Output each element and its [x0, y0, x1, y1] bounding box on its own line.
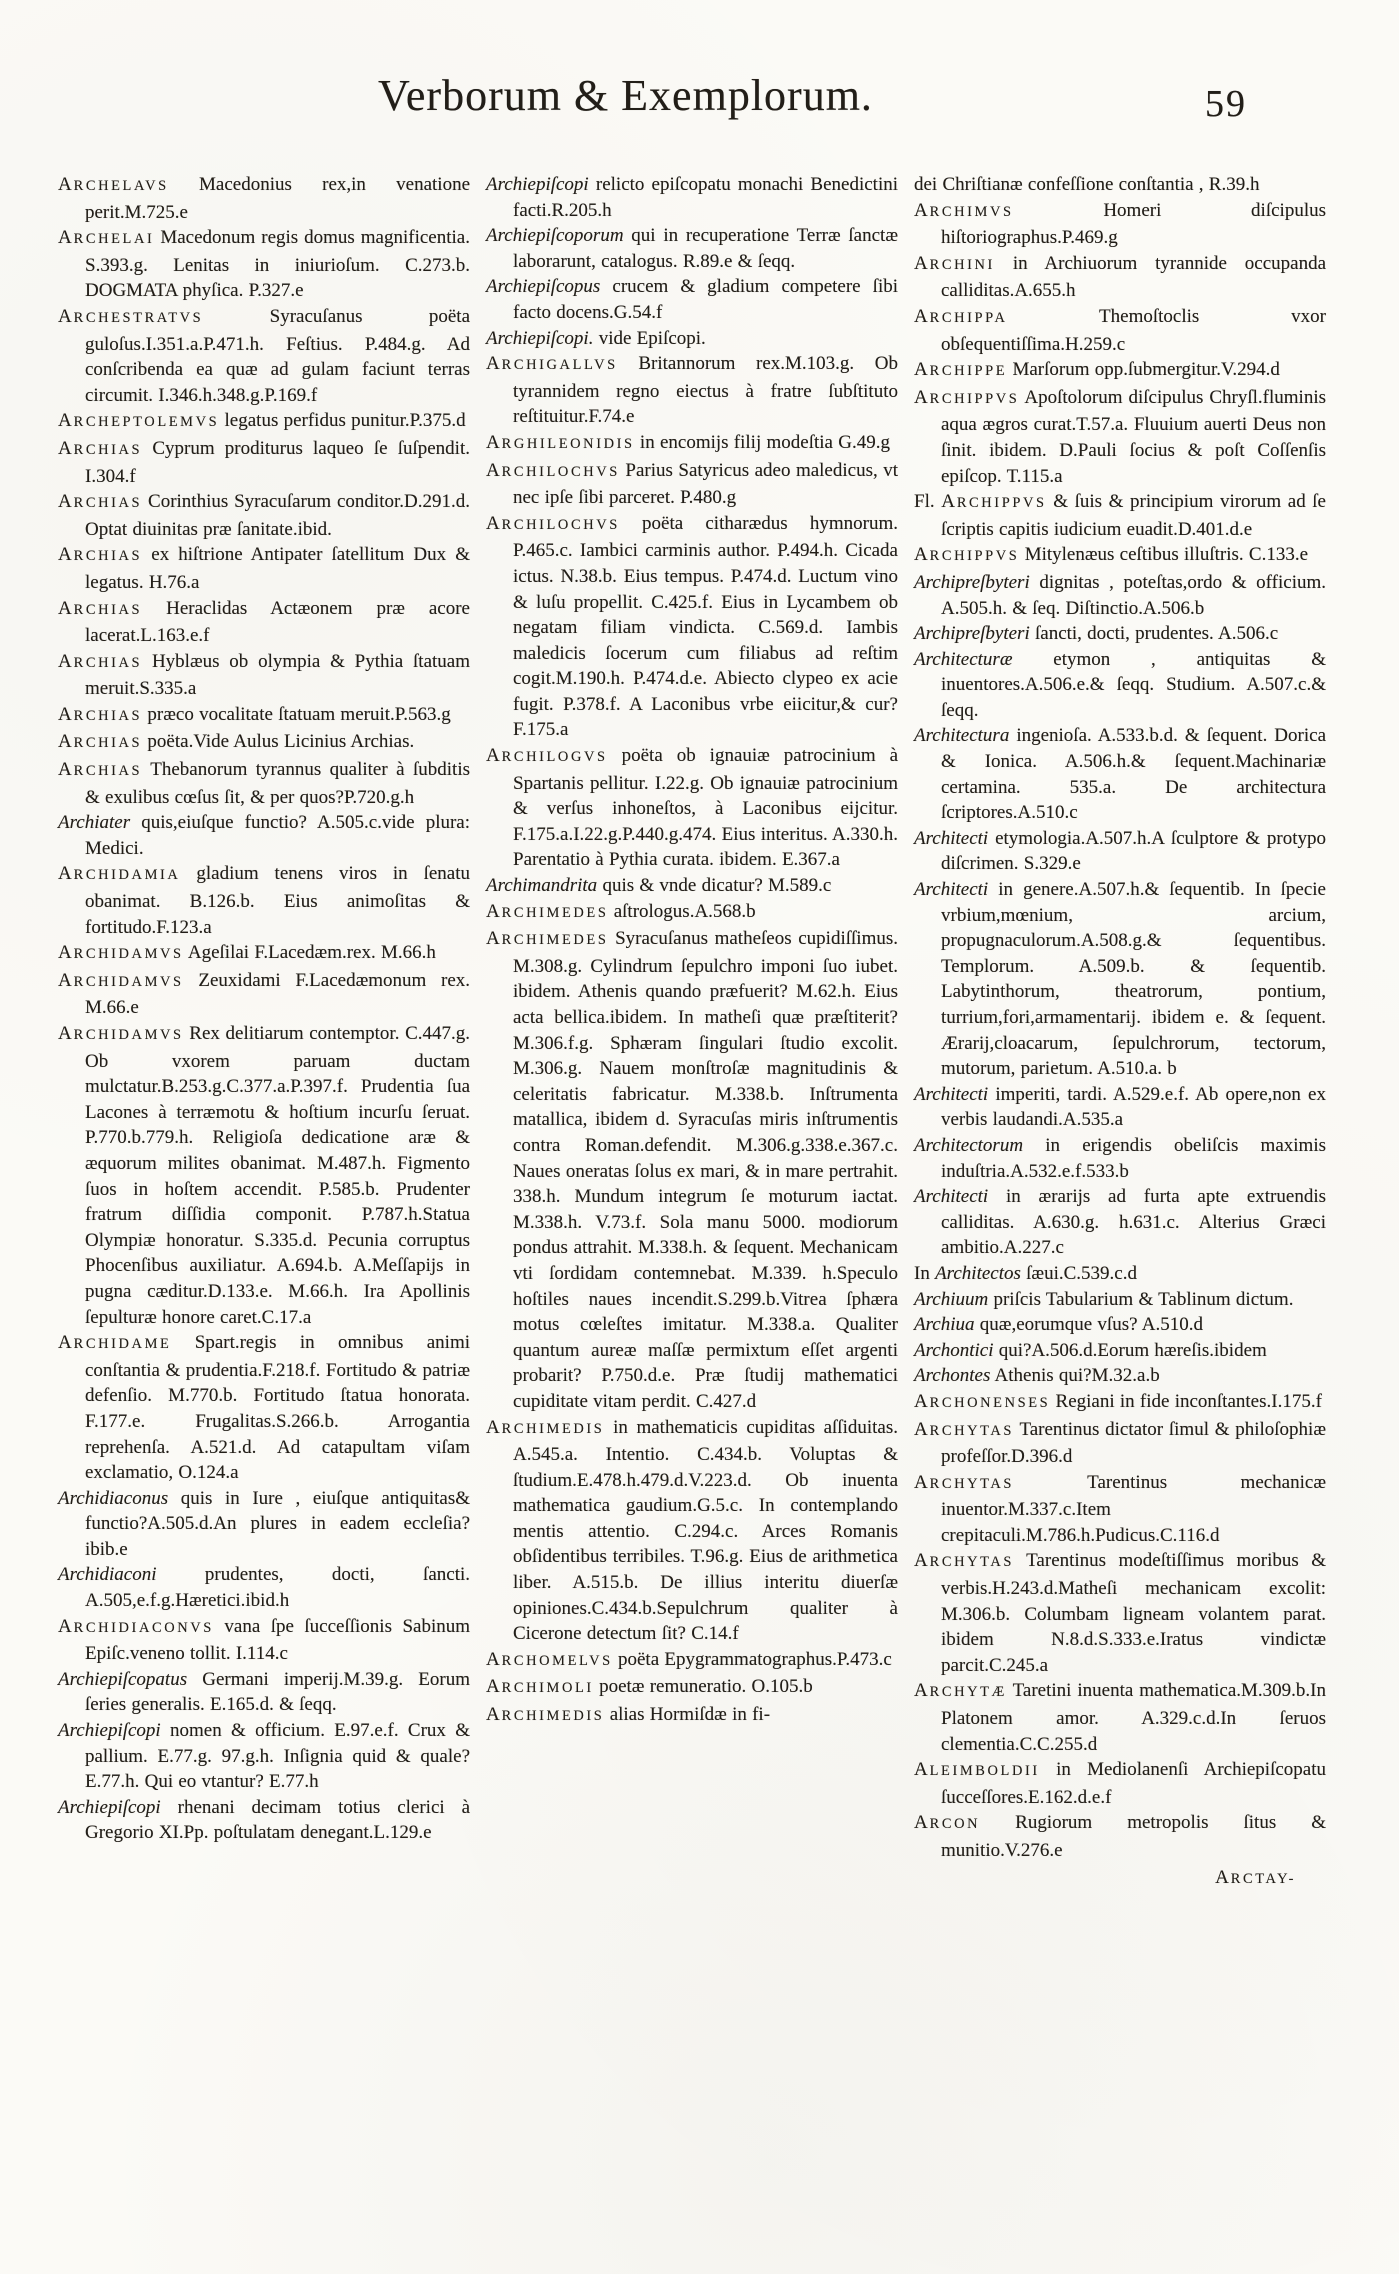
entry-text: aſtrologus.A.568.b — [613, 900, 756, 922]
entry-headword: ARCHIMVS — [914, 199, 1014, 221]
entry-text: in Mediolanenſi Archiepiſcopatu ſucceſſores.E.162.d.e.f — [941, 1759, 1327, 1808]
index-entry — [58, 702, 470, 730]
index-entry — [486, 326, 898, 352]
index-entry — [58, 1021, 470, 1330]
entry-text: Marſorum opp.ſubmergitur.V.294.d — [1012, 359, 1280, 381]
index-entry — [486, 926, 898, 1414]
index-entry — [486, 899, 898, 927]
entry-text: & ſuis & principium virorum ad ſe ſcriptis capitis iudicium euadit.D.401.d.e — [941, 491, 1326, 540]
index-column-1 — [58, 172, 470, 1892]
entry-text: poëta.Vide Aulus Licinius Archias. — [147, 731, 415, 753]
entry-headword: ARCHIAS — [58, 650, 143, 672]
index-entry — [58, 968, 470, 1021]
entry-headword: Archiater — [58, 812, 131, 834]
entry-headword: ALEIMBOLDII — [914, 1759, 1040, 1781]
entry-headword: ARCHIDAME — [58, 1332, 172, 1354]
entry-text: quis in Iure , eiuſque antiquitas& functio?A.505.d.An plures in eadem eccleſia?ibib.e — [85, 1487, 471, 1560]
entry-text: Regiani in fide inconſtantes.I.175.f — [1055, 1390, 1322, 1412]
entry-text: Ageſilai F.Lacedæm.rex. M.66.h — [187, 942, 436, 964]
entry-headword: ARCHIAS — [58, 437, 143, 459]
index-entry — [914, 1082, 1326, 1133]
index-entry — [58, 1330, 470, 1486]
entry-text: quis & vnde dicatur? M.589.c — [602, 875, 832, 897]
entry-text: in mathematicis cupiditas aſſiduitas. A.545.a. Intentio. C.434.b. Voluptas & ſtudium.E.478.h.479.d.V.223.d. Ob inuenta mathematica gaudium.G.5.c. In contemplando mentis attentio. C.294.c. Arces Romanis obſidentibus terribiles. T.96.g. Eius de arithmetica liber. A.515.b. De illius interitu diuerſæ opiniones.C.434.b.Sepulchrum qualiter à Cicerone detectum ſit? C.14.f — [513, 1416, 898, 1645]
entry-text: Apoſtolorum diſcipulus Chryſl.fluminis aqua ægros curat.T.57.a. Fluuium auerti Deus non ſinit. ibidem. D.Pauli ſocius & poſt Coſſenſis epiſcop. T.115.a — [941, 386, 1326, 487]
index-entry — [58, 225, 470, 304]
entry-headword: ARCON — [914, 1812, 981, 1834]
entry-headword: ARCHELAVS — [58, 174, 169, 195]
entry-headword: Archipreſbyteri — [914, 623, 1030, 645]
index-entry — [58, 408, 470, 436]
entry-text: præco vocalitate ſtatuam meruit.P.563.g — [147, 703, 451, 725]
entry-headword: ARCTAY- — [1215, 1866, 1296, 1888]
entry-headword: Architecti — [914, 1083, 989, 1105]
index-entry — [914, 1810, 1326, 1863]
entry-text: Tarentinus dictator ſimul & philoſophiæ profeſſor.D.396.d — [941, 1418, 1326, 1468]
entry-text: poëta ob ignauiæ patrocinium à Spartanis pellitur. I.22.g. Ob ignauiæ patrocinium & verſus inhoneſtos, à Laconibus eijcitur. F.175.a.I.22.g.P.440.g.474. Eius interitus. A.330.h. Parentatio à Pythia curata. ibidem. E.367.a — [513, 745, 898, 871]
index-entry — [914, 723, 1326, 825]
entry-headword: ARCHIDIACONVS — [58, 1615, 214, 1637]
index-entry — [486, 458, 898, 511]
entry-text: in erigendis obeliſcis maximis induſtria.A.532.e.f.533.b — [941, 1134, 1327, 1182]
entry-headword: ARCHIAS — [58, 491, 143, 513]
entry-text: imperiti, tardi. A.529.e.f. Ab opere,non ex verbis laudandi.A.535.a — [941, 1083, 1326, 1131]
index-entry — [486, 743, 898, 873]
index-entry — [914, 1363, 1326, 1389]
index-entry — [914, 172, 1326, 198]
entry-text: Zeuxidami F.Lacedæmonum rex. M.66.e — [85, 969, 471, 1019]
entry-text: ſæui.C.539.c.d — [1026, 1262, 1137, 1284]
entry-headword: Architecti — [914, 879, 989, 901]
entry-text: ingenioſa. A.533.b.d. & ſequent. Dorica & Ionica. A.506.h.& ſequent.Machinariæ certamina. 535.a. De architectura ſcriptores.A.510.c — [941, 725, 1326, 824]
entry-text: poëta citharædus hymnorum. P.465.c. Iambici carminis author. P.494.h. Cicada ictus. N.38.b. Eius tempus. P.474.d. Luctum vino & luſu propellit. C.425.f. Eius in Lycambem ob negatam filiam vindicta. C.569.d. Iambis maledicis ſocerum cum filiabus ad reſtim cogit.M.190.h. P.474.d.e. Abiecto clypeo ex acie fugit. P.378.f. A Laconibus vrbe eiicitur,& cur? F.175.a — [513, 512, 898, 741]
index-entry — [58, 489, 470, 542]
entry-text: Cyprum proditurus laqueo ſe ſuſpendit. I.304.f — [85, 437, 470, 487]
index-entry — [58, 436, 470, 489]
entry-text: Hyblæus ob olympia & Pythia ſtatuam meruit.S.335.a — [85, 650, 471, 700]
entry-text: Syracuſanus poëta guloſus.I.351.a.P.471.h. Feſtius. P.484.g. Ad conſcribenda ea quæ ad gulam faciunt terras circumit. I.346.h.348.g.P.169.f — [85, 305, 471, 406]
index-entry — [914, 1184, 1326, 1261]
entry-text: quis,eiuſque functio? A.505.c.vide plura: Medici. — [85, 812, 471, 859]
entry-headword: ARCHIMEDIS — [486, 1704, 605, 1726]
entry-text: crucem & gladium competere ſibi facto docens.G.54.f — [513, 276, 898, 323]
entry-text: Heraclidas Actæonem præ acore lacerat.L.163.e.f — [85, 597, 470, 647]
entry-headword: ARCHYTAS — [914, 1418, 1015, 1440]
entry-headword: Architectura — [914, 725, 1010, 747]
entry-text: vana ſpe ſucceſſionis Sabinum Epiſc.veneno tollit. I.114.c — [85, 1615, 470, 1665]
index-entry — [486, 223, 898, 274]
entry-headword: Archiepiſcopatus — [58, 1668, 188, 1690]
index-entry — [58, 1795, 470, 1846]
index-entry — [914, 1338, 1326, 1364]
entry-text: Mitylenæus ceſtibus illuſtris. C.133.e — [1024, 544, 1309, 566]
entry-headword: ARCHIPPVS — [914, 544, 1020, 566]
index-entry — [58, 1562, 470, 1613]
entry-text: in genere.A.507.h.& ſequentib. In ſpecie vrbium,mœnium, arcium, propugnaculorum.A.508.g.& ſequentibus. Templorum. A.509.b. & ſequentib. Labytinthorum, theatrorum, pontium, turrium,fori,armamentarij. ibidem e. & ſequent. Ærarij,cloacarum, ſepulchrorum, tectorum, mutorum, parietum. A.510.a. b — [941, 879, 1326, 1080]
entry-headword: Archontici — [914, 1339, 994, 1361]
entry-headword: ARCHYTAS — [914, 1471, 1015, 1493]
entry-text: quæ,eorumque vſus? A.510.d — [979, 1314, 1203, 1336]
index-entry — [914, 1678, 1326, 1757]
entry-text: Tarentinus mechanicæ inuentor.M.337.c.Item crepitaculi.M.786.h.Pudicus.C.116.d — [941, 1471, 1326, 1546]
entry-text: Themoſtoclis vxor obſequentiſſima.H.259.c — [941, 305, 1326, 355]
entry-headword: Architectorum — [914, 1134, 1024, 1156]
entry-text: qui in recuperatione Terræ ſanctæ laborarunt, catalogus. R.89.e & ſeqq. — [513, 225, 898, 272]
entry-headword: ARCHIGALLVS — [486, 353, 618, 375]
entry-headword: ARCHIAS — [58, 597, 143, 619]
index-entry — [58, 1667, 470, 1718]
entry-text: nomen & officium. E.97.e.f. Crux & pallium. E.77.g. 97.g.h. Inſignia quid & quale? E.77.h. Qui eo vtantur? E.77.h — [85, 1720, 471, 1793]
entry-headword: ARCHIPPE — [914, 359, 1008, 381]
index-entry — [486, 873, 898, 899]
entry-headword: ARCHIPPVS — [914, 386, 1020, 408]
index-entry — [486, 1647, 898, 1675]
entry-headword: ARCHIAS — [58, 703, 143, 725]
entry-headword: ARCHIAS — [58, 544, 143, 566]
index-entry — [914, 1389, 1326, 1417]
index-entry — [486, 511, 898, 743]
entry-headword: Archontes — [914, 1365, 991, 1387]
entry-headword: Architecti — [914, 1186, 989, 1208]
entry-headword: Architecturæ — [914, 648, 1013, 670]
entry-headword: ARCHIMEDES — [486, 928, 609, 950]
entry-text: Corinthius Syracuſarum conditor.D.291.d. Optat diuinitas præ ſanitate.ibid. — [85, 491, 470, 540]
index-entry — [914, 1312, 1326, 1338]
entry-headword: ARCHYTÆ — [914, 1680, 1007, 1702]
entry-headword: ARCHOMELVS — [486, 1648, 613, 1670]
catchword — [914, 1865, 1326, 1893]
index-entry — [914, 542, 1326, 570]
entry-text: relicto epiſcopatu monachi Benedictini facti.R.205.h — [513, 174, 898, 221]
index-entry — [486, 430, 898, 458]
entry-text: gladium tenens viros in ſenatu obanimat. B.126.b. Eius animoſitas & fortitudo.F.123.a — [85, 863, 471, 938]
index-entry: Fl. ARCHIPPVS & ſuis & principium virorum ad ſe ſcriptis capitis iudicium euadit.D.401.d.e — [914, 491, 1326, 540]
entry-text: Tarentinus modeſtiſſimus moribus & verbis.H.243.d.Matheſi mechanicam excolit: M.306.b. Columbam ligneam volantem parat. ibidem N.8.d.S.333.e.Iratus vindictæ parcit.C.245.a — [941, 1550, 1326, 1676]
entry-headword: ARGHILEONIDIS — [486, 431, 635, 453]
index-entry — [58, 757, 470, 810]
index-entry — [914, 570, 1326, 621]
index-column-2 — [486, 172, 898, 1892]
index-entry — [914, 304, 1326, 357]
index-entry — [914, 251, 1326, 304]
entry-text: in ærarijs ad furta apte extruendis calliditas. A.630.g. h.631.c. Alterius Græci ambitio.A.227.c — [941, 1186, 1326, 1259]
entry-headword: ARCHIDAMVS — [58, 942, 184, 964]
entry-text: Homeri diſcipulus hiſtoriographus.P.469.g — [941, 199, 1326, 249]
entry-text: Macedonius rex,in venatione perit.M.725.e — [85, 174, 471, 223]
index-entry — [58, 542, 470, 595]
entry-headword: ARCHELAI — [58, 227, 155, 249]
index-entry — [486, 1415, 898, 1647]
entry-headword: Archipreſbyteri — [914, 571, 1030, 593]
index-entry — [914, 385, 1326, 489]
entry-headword: ARCHIDAMIA — [58, 863, 181, 885]
entry-headword: ARCHILOCHVS — [486, 512, 620, 534]
entry-text: Germani imperij.M.39.g. Eorum ſeries generalis. E.165.d. & ſeqq. — [85, 1668, 470, 1716]
entry-headword: Architectos — [935, 1262, 1021, 1284]
entry-headword: ARCHESTRATVS — [58, 305, 204, 327]
index-entry — [58, 596, 470, 649]
entry-headword: ARCHILOGVS — [486, 745, 608, 767]
entry-headword: Archiepiſcoporum — [486, 225, 624, 247]
entry-text: ex hiſtrione Antipater ſatellitum Dux & legatus. H.76.a — [85, 544, 470, 593]
index-entry — [914, 826, 1326, 877]
index-entry — [486, 351, 898, 430]
index-entry — [914, 357, 1326, 385]
index-entry — [58, 940, 470, 968]
index-entry — [486, 1674, 898, 1702]
index-columns — [58, 172, 1326, 1892]
entry-text: vide Epiſcopi. — [598, 327, 706, 349]
index-entry: In Architectos ſæui.C.539.c.d — [914, 1262, 1137, 1284]
entry-text: legatus perfidus punitur.P.375.d — [224, 410, 466, 432]
index-entry — [58, 172, 470, 225]
entry-text: Macedonum regis domus magnificentia. S.393.g. Lenitas in iniurioſum. C.273.b. DOGMATA phyſica. P.327.e — [85, 227, 470, 302]
index-entry — [58, 861, 470, 940]
entry-text: Spart.regis in omnibus animi conſtantia & prudentia.F.218.f. Fortitudo & patriæ defenſio. M.770.b. Fortitudo ſtatua honorata. F.177.e. Frugalitas.S.266.b. Arrogantia reprehenſa. A.521.d. Ad catapultam viſam exclamatio, O.124.a — [85, 1332, 470, 1484]
entry-headword: ARCHIAS — [58, 759, 143, 781]
index-entry — [914, 1548, 1326, 1678]
entry-headword: Archiepiſcopus — [486, 276, 601, 298]
entry-headword: Archiepiſcopi — [58, 1796, 161, 1818]
entry-headword: Archidiaconi — [58, 1564, 157, 1586]
entry-headword: ARCHIPPA — [914, 305, 1008, 327]
index-entry — [914, 877, 1326, 1082]
entry-headword: ARCHEPTOLEMVS — [58, 410, 220, 432]
entry-headword: Archiepiſcopi — [486, 174, 589, 195]
entry-headword: ARCHIDAMVS — [58, 1023, 184, 1044]
entry-headword: Archiepiſcopi. — [486, 327, 594, 349]
entry-text: Thebanorum tyrannus qualiter à ſubditis & exulibus cœſus ſit, & per quos?P.720.g.h — [85, 759, 470, 808]
index-entry — [914, 621, 1326, 647]
entry-text: Parius Satyricus adeo maledicus, vt nec ipſe ſibi parceret. P.480.g — [513, 459, 898, 509]
entry-headword: ARCHONENSES — [914, 1390, 1051, 1412]
entry-headword: Architecti — [914, 827, 989, 849]
entry-text: Taretini inuenta mathematica.M.309.b.In Platonem amor. A.329.c.d.In ſeruos clementia.C.C.255.d — [941, 1680, 1326, 1755]
entry-text: dei Chriſtianæ confeſſione conſtantia , R.39.h — [914, 174, 1260, 195]
index-entry — [58, 1718, 470, 1795]
entry-headword: ARCHIDAMVS — [58, 969, 184, 991]
index-entry — [58, 304, 470, 408]
entry-text: etymon , antiquitas & inuentores.A.506.e.& ſeqq. Studium. A.507.c.& ſeqq. — [941, 648, 1326, 721]
index-entry — [914, 1757, 1326, 1810]
entry-headword: ARCHIAS — [58, 731, 143, 753]
entry-text: poetæ remuneratio. O.105.b — [599, 1676, 813, 1698]
entry-text: Rex delitiarum contemptor. C.447.g. Ob vxorem paruam ductam mulctatur.B.253.g.C.377.a.P.397.f. Prudentia ſua Lacones à terræmotu & hoſtium incurſu ſeruat. P.770.b.779.h. Religioſa dedicatione aræ & æquorum milites obanimat. M.487.h. Figmento ſuos in hoſtem accendit. P.585.b. Prudenter fratrum diſſidia componit. P.787.h.Statua Olympiæ honoratur. S.335.d. Pecunia corruptus Phocenſibus auxiliatur. A.694.b. A.Meſſapijs in pugna cæditur.D.133.e. M.66.h. Ira Apollinis ſepulturæ honore caret.C.17.a — [85, 1023, 470, 1328]
index-entry — [58, 810, 470, 861]
entry-headword: Archimandrita — [486, 875, 598, 897]
index-entry — [914, 1470, 1326, 1549]
entry-headword: Archiua — [914, 1314, 975, 1336]
index-entry — [914, 1287, 1326, 1313]
entry-headword: ARCHYTAS — [914, 1550, 1015, 1572]
index-entry — [486, 172, 898, 223]
entry-text: rhenani decimam totius clerici à Gregorio XI.Pp. poſtulatam denegant.L.129.e — [85, 1796, 471, 1844]
index-entry — [58, 649, 470, 702]
entry-text: priſcis Tabularium & Tablinum dictum. — [993, 1288, 1294, 1310]
entry-text: Rugiorum metropolis ſitus & munitio.V.276.e — [941, 1812, 1327, 1861]
index-entry — [58, 729, 470, 757]
entry-headword: Archiepiſcopi — [58, 1720, 161, 1742]
index-entry — [914, 1417, 1326, 1470]
entry-headword: Archiuum — [914, 1288, 989, 1310]
index-entry — [914, 1133, 1326, 1184]
entry-headword: ARCHIMEDES — [486, 900, 609, 922]
entry-text: prudentes, docti, ſancti. A.505,e.f.g.Hæretici.ibid.h — [85, 1564, 471, 1612]
entry-text: ſancti, docti, prudentes. A.506.c — [1034, 623, 1279, 645]
entry-text: qui?A.506.d.Eorum hæreſis.ibidem — [998, 1339, 1267, 1361]
entry-headword: ARCHIPPVS — [941, 491, 1047, 513]
index-entry — [486, 274, 898, 325]
entry-text: dignitas , poteſtas,ordo & officium. A.505.h. & ſeq. Diſtinctio.A.506.b — [941, 571, 1327, 619]
entry-text: Syracuſanus matheſeos cupidiſſimus. M.308.g. Cylindrum ſepulchro imponi ſuo iubet. ibidem. Athenis quando præfuerit? M.62.h. Eius acta bellica.ibidem. In matheſi quæ præſtiterit? M.306.f.g. Sphæram ſingulari ſtudio excolit. M.306.g. Nauem monſtroſæ magnitudinis & celeritatis fabricatur. M.338.b. Inſtrumenta matallica, ibidem d. Syracuſas miris inſtrumentis contra Roman.defendit. M.306.g.338.e.367.c. Naues oneratas ſolus ex mari, & in mare pertrahit. 338.h. Mundum integrum ſe moturum iactat. M.338.h. V.73.f. Sola manu 5000. modiorum pondus attrahit. M.338.h. & ſequent. Mechanicam vti ſordidam contemnebat. M.339. h.Speculo hoſtiles naues incendit.S.299.b.Vitrea ſphæra motus cœleſtes imitatur. M.338.a. Qualiter quantum aureæ maſſæ permixtum eſſet argenti probarit? P.750.d.e. Præ ſtudij mathematici cupiditate vitam perdit. C.427.d — [513, 928, 899, 1412]
entry-text: poëta Epygrammatographus.P.473.c — [618, 1648, 892, 1670]
entry-headword: Archidiaconus — [58, 1487, 169, 1509]
entry-headword: ARCHIMOLI — [486, 1676, 594, 1698]
entry-headword: ARCHILOCHVS — [486, 459, 620, 481]
page-number: 59 — [1205, 83, 1247, 125]
index-entry — [914, 198, 1326, 251]
index-entry — [58, 1486, 470, 1563]
entry-text: Athenis qui?M.32.a.b — [994, 1365, 1160, 1387]
index-column-3 — [914, 172, 1326, 1892]
entry-text: alias Hormiſdæ in fi- — [609, 1704, 771, 1726]
entry-text: in Archiuorum tyrannide occupanda calliditas.A.655.h — [941, 252, 1326, 302]
entry-headword: ARCHINI — [914, 252, 995, 274]
entry-headword: ARCHIMEDIS — [486, 1416, 605, 1438]
entry-text: in encomijs filij modeſtia G.49.g — [639, 431, 890, 453]
index-entry — [486, 1702, 898, 1730]
entry-text: etymologia.A.507.h.A ſculptore & protypo diſcrimen. S.329.e — [941, 827, 1326, 875]
index-entry — [58, 1614, 470, 1667]
index-entry — [914, 647, 1326, 724]
entry-text: Britannorum rex.M.103.g. Ob tyrannidem regno eiectus à fratre ſubſtituto reſtituitur.F.74.e — [513, 353, 898, 428]
running-title: Verborum & Exemplorum. — [378, 71, 873, 120]
